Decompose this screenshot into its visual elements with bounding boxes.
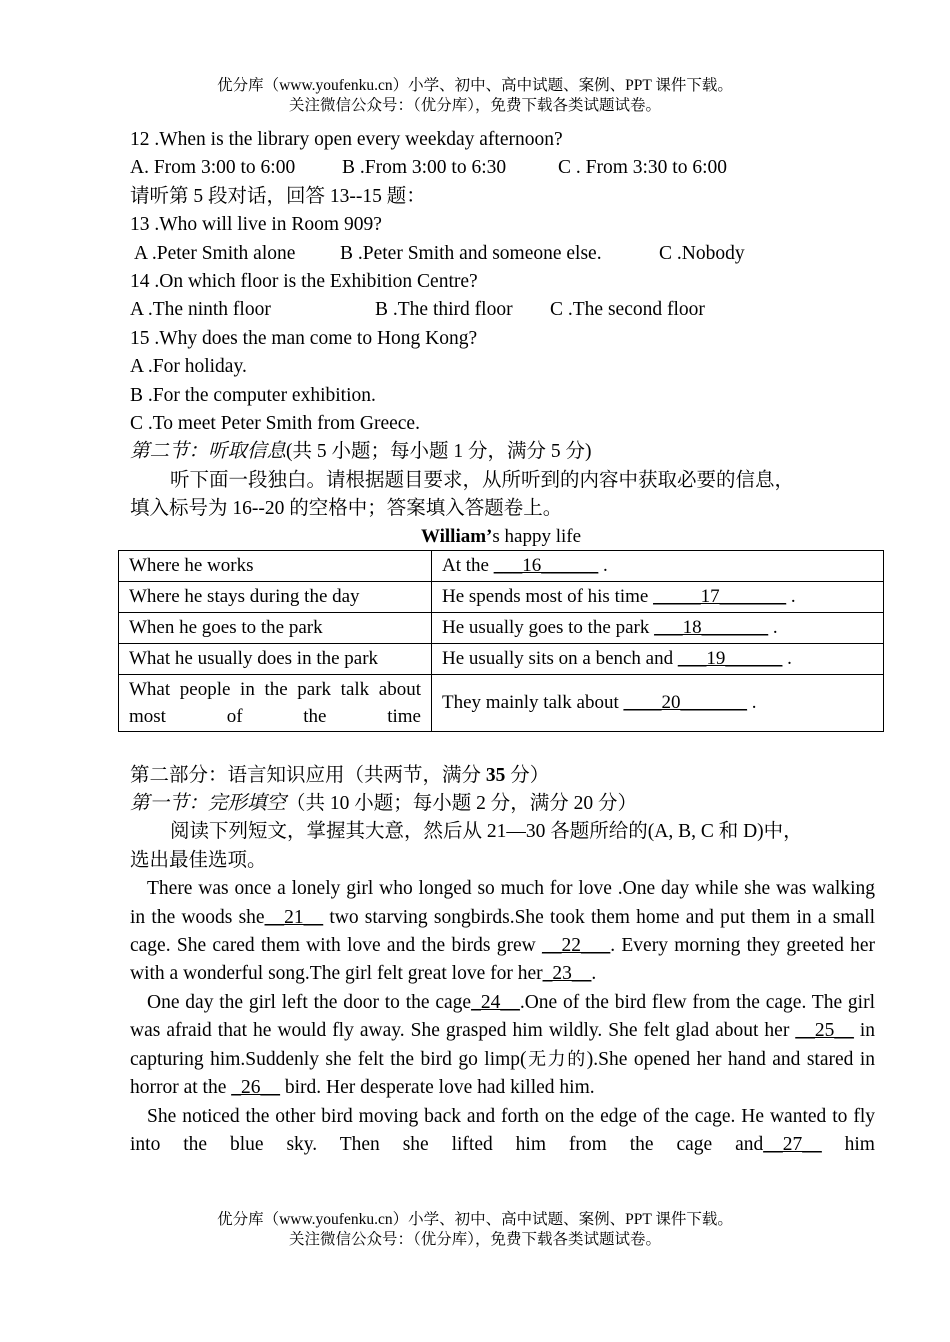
- answer-blank-18[interactable]: ___18_______: [654, 616, 769, 638]
- question-12-option-c: C . From 3:30 to 6:00: [558, 157, 728, 179]
- passage-paragraph-1: [130, 875, 875, 989]
- answer-blank-20[interactable]: ____20_______: [623, 691, 748, 713]
- part-2-title-post: 分）: [505, 764, 550, 786]
- question-12-stem: 12 .When is the library open every weekday afternoon?: [130, 129, 563, 150]
- answer-blank-16[interactable]: ___16______: [493, 554, 599, 576]
- answer-prefix: He usually sits on a bench and: [442, 647, 678, 669]
- question-15-option-a: A .For holiday.: [130, 356, 247, 378]
- part-2-title: [130, 762, 875, 790]
- question-13-options: [130, 240, 875, 268]
- table-title-rest: s happy life: [492, 525, 582, 547]
- passage-paragraph-2: [130, 989, 875, 1103]
- footer-line-1: 优分库（www.youfenku.cn）小学、初中、高中试题、案例、PPT 课件下载。: [217, 1211, 733, 1228]
- answer-prefix: At the: [442, 554, 494, 576]
- instruction-13-15: 请听第 5 段对话，回答 13--15 题：: [130, 185, 426, 207]
- page-footer: [0, 1210, 950, 1250]
- question-14-options: [130, 296, 875, 324]
- answer-blank-17[interactable]: _____17_______: [653, 585, 787, 607]
- table-row-label: Where he stays during the day: [119, 581, 432, 612]
- part-2-instruction-2: 选出最佳选项。: [130, 849, 267, 871]
- section-2-title-rest: (共 5 小题；每小题 1 分，满分 5 分): [286, 441, 592, 463]
- answer-suffix: .: [747, 691, 757, 713]
- question-14-option-a: A .The ninth floor: [130, 299, 271, 321]
- answer-suffix: .: [598, 554, 608, 576]
- answer-prefix: They mainly talk about: [442, 691, 624, 713]
- table-row-label: Where he works: [119, 550, 432, 581]
- answer-blank-19[interactable]: ___19______: [677, 647, 783, 669]
- blank-25[interactable]: __25__: [795, 1020, 854, 1042]
- table-row: [119, 612, 884, 643]
- blank-23[interactable]: _23__: [542, 963, 592, 985]
- passage-text: in capturing him.Suddenly she felt the bird go limp(: [130, 1020, 875, 1070]
- passage-text: .: [591, 963, 597, 985]
- question-13-option-a: A .Peter Smith alone: [134, 242, 296, 264]
- table-row: [119, 643, 884, 674]
- passage-text: .One of the bird flew from the cage. The girl was afraid that he would fly away. She grasped him wildly. She felt glad about her: [130, 991, 875, 1042]
- table-row: [119, 581, 884, 612]
- table-row-label: When he goes to the park: [119, 612, 432, 643]
- section-2-instruction-1: 听下面一段独白。请根据题目要求，从所听到的内容中获取必要的信息，: [170, 469, 795, 491]
- table-row-label: What he usually does in the park: [119, 643, 432, 674]
- answer-suffix: .: [768, 616, 778, 638]
- answer-suffix: .: [786, 585, 796, 607]
- table-row: [119, 550, 884, 581]
- passage-text: bird. Her desperate love had killed him.: [280, 1077, 595, 1099]
- section-2-title-italic: 第二节：听取信息: [130, 441, 287, 463]
- answer-prefix: He usually goes to the park: [442, 616, 655, 638]
- table-row-answer: [432, 643, 884, 674]
- question-15-stem: 15 .Why does the man come to Hong Kong?: [130, 327, 478, 349]
- blank-24[interactable]: _24__: [471, 991, 520, 1013]
- table-title: [118, 524, 884, 550]
- part-2-subtitle-italic: 第一节：完形填空: [130, 793, 287, 815]
- blank-27[interactable]: __27__: [763, 1133, 822, 1155]
- table-row: [119, 674, 884, 731]
- passage-text: ).She opened her hand and stared in horror at the: [130, 1048, 876, 1099]
- passage-text: . Every morning they greeted her with a wonderful song.The girl felt great love for her: [130, 935, 875, 985]
- section-2-title: [130, 438, 875, 466]
- passage-text: One day the girl left the door to the cage: [147, 991, 472, 1013]
- part-2-title-bold: 35: [485, 764, 506, 786]
- part-2-title-pre: 第二部分：语言知识应用（共两节，满分: [130, 764, 486, 786]
- passage-text: She noticed the other bird moving back and forth on the edge of the cage. He wanted to fly into the blue sky. Then she lifted him from the cage and: [130, 1105, 875, 1155]
- question-12-option-a: A. From 3:00 to 6:00: [130, 157, 296, 179]
- spacer: [130, 732, 875, 762]
- table-row-answer: [432, 581, 884, 612]
- blank-21[interactable]: __21__: [264, 906, 324, 928]
- section-2-instruction-2: 填入标号为 16--20 的空格中；答案填入答题卷上。: [130, 498, 563, 520]
- question-13-option-c: C .Nobody: [659, 242, 745, 264]
- table-row-answer: [432, 674, 884, 731]
- header-line-1: 优分库（www.youfenku.cn）小学、初中、高中试题、案例、PPT 课件下载。: [217, 77, 733, 94]
- info-table: [118, 550, 884, 732]
- question-12-options: [130, 154, 875, 182]
- question-15-option-b: B .For the computer exhibition.: [130, 384, 376, 406]
- question-14-stem: 14 .On which floor is the Exhibition Centre?: [130, 271, 478, 292]
- question-14-option-c: C .The second floor: [550, 299, 705, 321]
- table-row-label: What people in the park talk about most of the time: [119, 674, 432, 731]
- passage-text: two starving songbirds.She took them home and put them in a small cage. She cared them with love and the birds grew: [130, 906, 875, 957]
- passage-chinese-gloss: 无力的: [526, 1048, 587, 1070]
- table-row-answer: [432, 612, 884, 643]
- page-header: [0, 76, 950, 116]
- exam-content: [130, 126, 875, 1159]
- passage-text: him: [821, 1133, 875, 1155]
- blank-22[interactable]: __22___: [542, 935, 611, 957]
- table-title-bold: William’: [420, 525, 493, 547]
- question-15-option-c: C .To meet Peter Smith from Greece.: [130, 413, 420, 435]
- part-2-subtitle: [130, 790, 875, 818]
- header-line-2: 关注微信公众号：（优分库），免费下载各类试题试卷。: [288, 97, 661, 114]
- question-13-stem: 13 .Who will live in Room 909?: [130, 214, 382, 236]
- part-2-subtitle-rest: （共 10 小题；每小题 2 分，满分 20 分）: [286, 793, 638, 815]
- passage-paragraph-3: [130, 1103, 875, 1160]
- question-13-option-b: B .Peter Smith and someone else.: [340, 242, 602, 264]
- passage-text: There was once a lonely girl who longed so much for love .One day while she was walking in the woods she: [130, 878, 875, 928]
- footer-line-2: 关注微信公众号：（优分库），免费下载各类试题试卷。: [288, 1231, 661, 1248]
- answer-suffix: .: [782, 647, 792, 669]
- part-2-instruction-1: 阅读下列短文，掌握其大意，然后从 21—30 各题所给的(A, B, C 和 D)中，: [170, 821, 803, 843]
- blank-26[interactable]: _26__: [231, 1077, 281, 1099]
- answer-prefix: He spends most of his time: [442, 585, 654, 607]
- question-12-option-b: B .From 3:00 to 6:30: [342, 157, 507, 179]
- table-row-answer: [432, 550, 884, 581]
- question-14-option-b: B .The third floor: [375, 299, 513, 321]
